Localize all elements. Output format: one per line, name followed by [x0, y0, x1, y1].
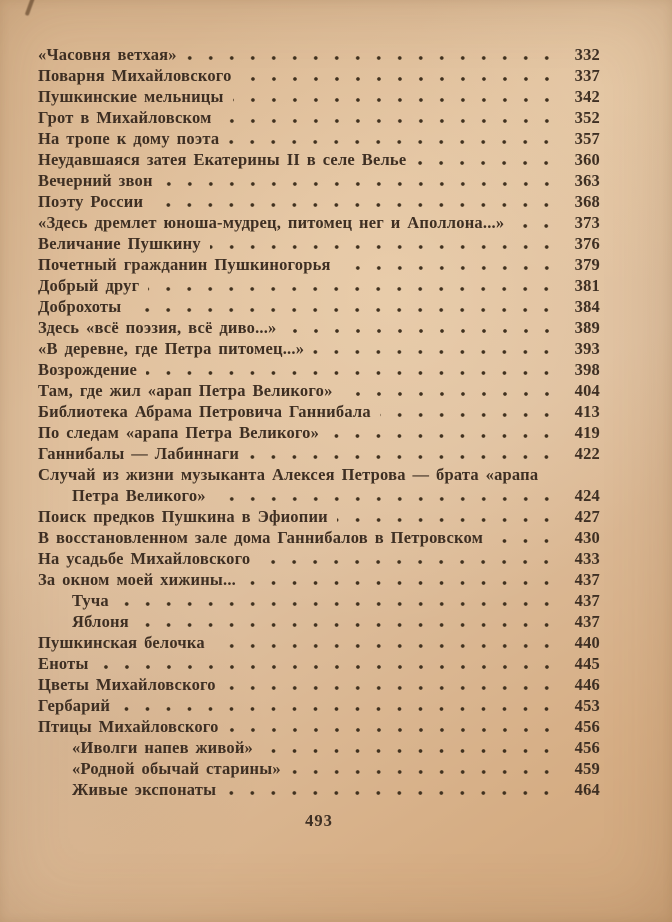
dot-leader	[98, 664, 557, 670]
toc-entry-page: 352	[574, 108, 600, 127]
toc-entry	[38, 695, 600, 716]
toc-entry	[38, 317, 600, 338]
toc-entry-title: Птицы Михайловского	[38, 717, 219, 736]
toc-entry	[38, 569, 600, 590]
toc-entry	[38, 65, 600, 86]
dot-leader	[214, 643, 557, 649]
toc-entry-page: 368	[574, 192, 600, 211]
toc-entry-page: 437	[574, 612, 600, 631]
toc-entry-title: Случай из жизни музыканта Алексея Петрова — брата «арапа	[38, 465, 539, 484]
dot-leader	[225, 685, 557, 691]
toc-entry-title: Поиск предков Пушкина в Эфиопии	[38, 507, 328, 526]
toc-entry-title: Здесь «всё поэзия, всё диво...»	[38, 318, 277, 337]
toc-entry-page: 404	[574, 381, 600, 400]
toc-entry-page: 459	[574, 759, 600, 778]
toc-entry-page: 453	[574, 696, 600, 715]
dot-leader	[210, 244, 557, 250]
dot-leader	[342, 391, 557, 397]
toc-entry-page: 427	[574, 507, 600, 526]
toc-entry-page: 413	[574, 402, 600, 421]
toc-entry-title: Почетный гражданин Пушкиногорья	[38, 255, 331, 274]
toc-entry-page: 381	[574, 276, 600, 295]
toc-entry	[38, 611, 600, 632]
toc-entry-title: Неудавшаяся затея Екатерины II в селе Велье	[38, 150, 407, 169]
toc-entry	[38, 296, 600, 317]
toc-entry	[38, 443, 600, 464]
dot-leader	[119, 706, 557, 712]
toc-entry	[38, 527, 600, 548]
toc-entry-title: Величание Пушкину	[38, 234, 201, 253]
dot-leader	[215, 496, 557, 502]
dot-leader	[228, 727, 557, 733]
toc-entry	[38, 380, 600, 401]
toc-entry-title: Грот в Михайловском	[38, 108, 212, 127]
toc-entry-page: 384	[574, 297, 600, 316]
toc-entry-page: 456	[574, 717, 600, 736]
footer-page-number: 493	[305, 811, 333, 830]
toc-entry-page: 440	[574, 633, 600, 652]
toc-entry	[38, 191, 600, 212]
toc-entry	[38, 86, 600, 107]
toc-entry-title: «Иволги напев живой»	[72, 738, 253, 757]
dot-leader	[118, 601, 557, 607]
toc-entry-page: 398	[574, 360, 600, 379]
toc-entry-page: 337	[574, 66, 600, 85]
toc-entry-title: Поэту России	[38, 192, 144, 211]
toc-entry	[38, 149, 600, 170]
toc-entry-page: 342	[574, 87, 600, 106]
dot-leader	[233, 97, 557, 103]
toc-entry-page: 424	[574, 486, 600, 505]
dot-leader	[130, 307, 557, 313]
toc-entry-title: Ганнибалы — Лабиннаги	[38, 444, 240, 463]
toc-list	[38, 44, 600, 800]
dot-leader	[152, 202, 557, 208]
dot-leader	[148, 286, 557, 292]
toc-entry	[38, 359, 600, 380]
dot-leader	[186, 55, 557, 61]
toc-entry	[38, 107, 600, 128]
toc-entry-title: «Родной обычай старины»	[72, 759, 281, 778]
toc-entry-page: 389	[574, 318, 600, 337]
toc-entry-page: 419	[574, 423, 600, 442]
toc-entry	[38, 716, 600, 737]
toc-entry	[38, 632, 600, 653]
toc-entry-title: За окном моей хижины...	[38, 570, 236, 589]
toc-entry-title: «В деревне, где Петра питомец...»	[38, 339, 305, 358]
toc-entry-title: Вечерний звон	[38, 171, 153, 190]
toc-entry-title: На усадьбе Михайловского	[38, 549, 251, 568]
toc-entry-title: Петра Великого»	[72, 486, 206, 505]
toc-entry-page: 393	[574, 339, 600, 358]
toc-entry-title: «Здесь дремлет юноша-мудрец, питомец нег и Аполлона...»	[38, 213, 505, 232]
toc-entry-title: Пушкинская белочка	[38, 633, 205, 652]
toc-entry	[38, 485, 600, 506]
toc-entry	[38, 128, 600, 149]
toc-entry-page: 357	[574, 129, 600, 148]
toc-entry-title: Там, где жил «арап Петра Великого»	[38, 381, 333, 400]
toc-entry-page: 437	[574, 570, 600, 589]
toc-entry-title: Добрый друг	[38, 276, 140, 295]
toc-entry	[38, 212, 600, 233]
dot-leader	[492, 538, 557, 544]
dot-leader	[248, 454, 557, 460]
toc-entry-page: 379	[574, 255, 600, 274]
toc-entry-title: Возрождение	[38, 360, 138, 379]
toc-entry-title: Библиотека Абрама Петровича Ганнибала	[38, 402, 371, 421]
paper-crease-mark	[25, 0, 36, 16]
toc-entry	[38, 275, 600, 296]
toc-entry	[38, 254, 600, 275]
toc-entry-title: «Часовня ветхая»	[38, 45, 177, 64]
dot-leader	[328, 433, 557, 439]
dot-leader	[241, 76, 557, 82]
toc-entry-title: Поварня Михайловского	[38, 66, 232, 85]
toc-entry-page: 456	[574, 738, 600, 757]
toc-entry-title: Туча	[72, 591, 109, 610]
dot-leader	[290, 769, 557, 775]
toc-entry-page: 376	[574, 234, 600, 253]
toc-entry-page: 446	[574, 675, 600, 694]
dot-leader	[340, 265, 557, 271]
toc-entry-page: 422	[574, 444, 600, 463]
toc-entry-title: В восстановленном зале дома Ганнибалов в Петровском	[38, 528, 484, 547]
toc-entry	[38, 422, 600, 443]
toc-entry	[38, 758, 600, 779]
toc-entry-page: 360	[574, 150, 600, 169]
toc-entry-page: 437	[574, 591, 600, 610]
toc-entry	[38, 506, 600, 527]
toc-entry	[38, 464, 600, 485]
dot-leader	[337, 517, 557, 523]
toc-entry	[38, 590, 600, 611]
toc-entry-title: Еноты	[38, 654, 89, 673]
toc-entry-title: Доброхоты	[38, 297, 122, 316]
dot-leader	[245, 580, 557, 586]
toc-entry-page: 433	[574, 549, 600, 568]
toc-entry	[38, 674, 600, 695]
toc-entry-page: 363	[574, 171, 600, 190]
toc-entry-page: 430	[574, 528, 600, 547]
dot-leader	[162, 181, 557, 187]
toc-entry-page: 464	[574, 780, 600, 799]
toc-entry-title: На тропе к дому поэта	[38, 129, 220, 148]
toc-entry-title: Пушкинские мельницы	[38, 87, 224, 106]
toc-entry	[38, 233, 600, 254]
toc-entry-title: Гербарий	[38, 696, 111, 715]
dot-leader	[225, 790, 557, 796]
dot-leader	[513, 223, 557, 229]
toc-entry	[38, 401, 600, 422]
toc-entry-page: 445	[574, 654, 600, 673]
toc-entry	[38, 338, 600, 359]
toc-entry	[38, 779, 600, 800]
toc-entry-page: 373	[574, 213, 600, 232]
toc-entry	[38, 44, 600, 65]
toc-entry	[38, 548, 600, 569]
toc-entry	[38, 170, 600, 191]
dot-leader	[138, 622, 557, 628]
toc-entry-title: По следам «арапа Петра Великого»	[38, 423, 320, 442]
dot-leader	[259, 559, 557, 565]
dot-leader	[146, 370, 557, 376]
dot-leader	[313, 349, 557, 355]
dot-leader	[221, 118, 557, 124]
toc-entry-title: Цветы Михайловского	[38, 675, 216, 694]
toc-entry	[38, 653, 600, 674]
dot-leader	[415, 160, 557, 166]
toc-entry-title: Живые экспонаты	[72, 780, 217, 799]
toc-entry-page: 332	[574, 45, 600, 64]
dot-leader	[286, 328, 558, 334]
toc-entry	[38, 737, 600, 758]
dot-leader	[262, 748, 557, 754]
dot-leader	[380, 412, 557, 418]
toc-entry-title: Яблоня	[72, 612, 129, 631]
dot-leader	[228, 139, 557, 145]
